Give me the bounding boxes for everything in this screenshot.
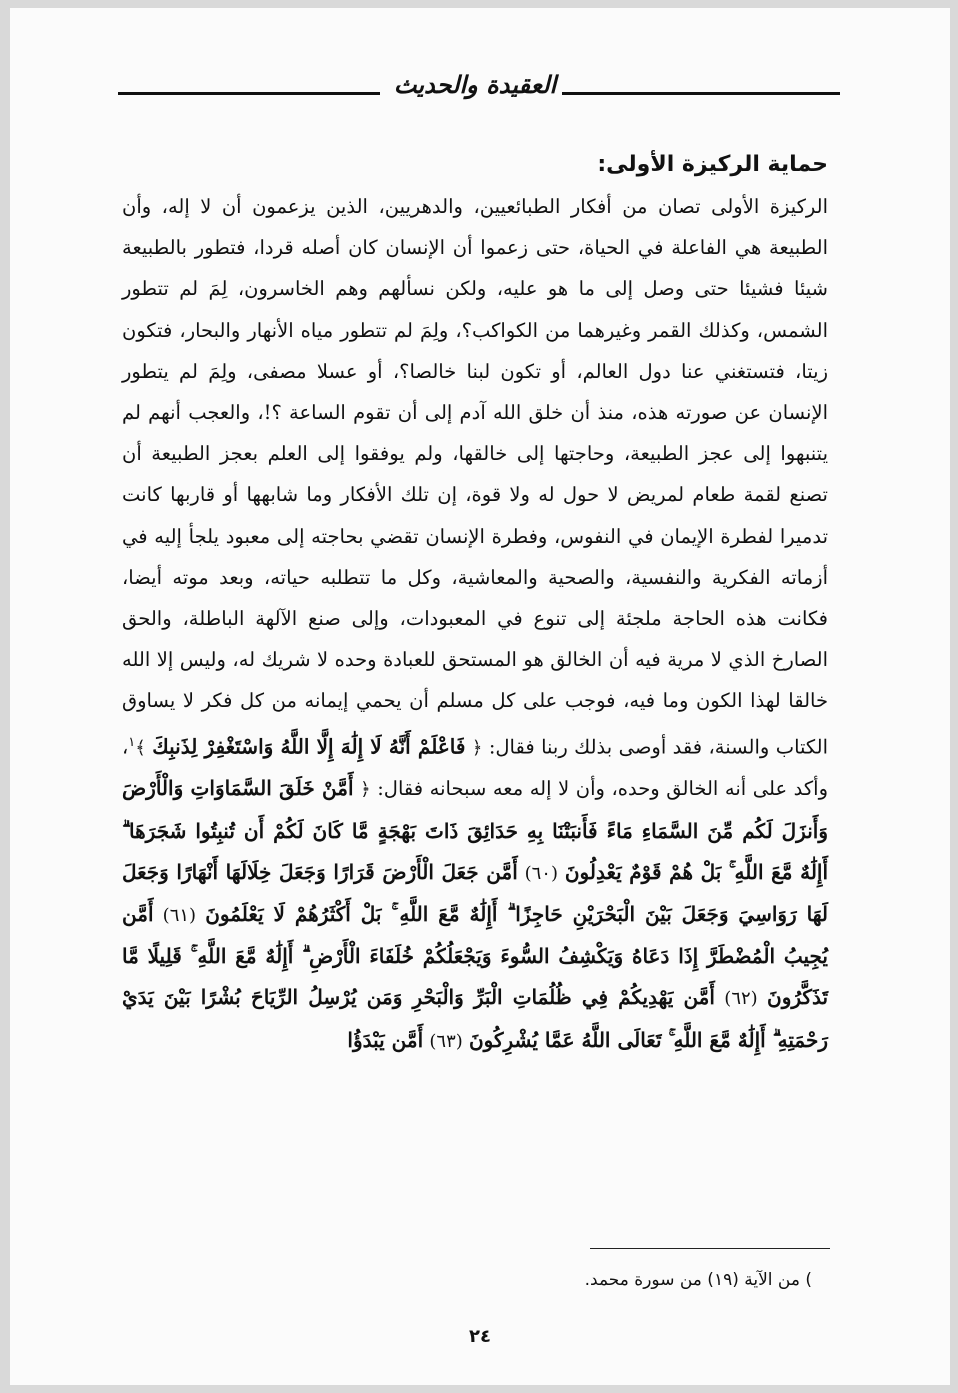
mid-text: ، وأكد على أنه الخالق وحده، وأن لا إله معه سبحانه فقال:	[122, 735, 829, 801]
footnote-text: ) من الآية (١٩) من سورة محمد.	[584, 1270, 812, 1290]
section-title: حماية الركيزة الأولى:	[597, 152, 828, 177]
header-rule-right	[562, 92, 840, 95]
header-rule-left	[118, 92, 380, 95]
main-content	[122, 146, 828, 1062]
verse-bracket-open-2: ﴿	[360, 779, 371, 801]
page-number: ٢٤	[469, 1326, 491, 1347]
footnote-reference[interactable]: ١	[128, 734, 136, 750]
ayah-number-62: (٦٢)	[724, 988, 758, 1010]
quran-verse-3: أَمَّن جَعَلَ الْأَرْضَ قَرَارًا وَجَعَلَ خِلَالَهَا أَنْهَارًا وَجَعَلَ لَهَا رَوَاسِيَ وَجَعَلَ بَيْنَ الْبَحْرَيْنِ حَاجِزًا ۗ أَإِلَٰهٌ مَّعَ اللَّهِ ۚ بَلْ أَكْثَرُهُمْ لَا يَعْلَمُونَ	[122, 859, 829, 926]
quran-verse-4: أَمَّن يُجِيبُ الْمُضْطَرَّ إِذَا دَعَاهُ وَيَكْشِفُ السُّوءَ وَيَجْعَلُكُمْ خُلَفَاءَ الْأَرْضِ ۗ أَإِلَٰهٌ مَّعَ اللَّهِ ۚ قَلِيلًا مَّا تَذَكَّرُونَ	[122, 901, 829, 1010]
quran-verse-6: أَمَّن يَبْدَؤُا	[347, 1027, 424, 1052]
intro-text: الركيزة الأولى تصان من أفكار الطبائعيين، والدهريين، الذين يزعمون أن لا إله، وأن الطبيعة هي الفاعلة في الحياة، حتى زعموا أن الإنسان كان أصله قردا، فتطور بالطبيعة شيئا فشيئا حتى وصل إلى ما هو عليه، ولكن نسألهم وهم الخاسرون، لِمَ لم تتطور الشمس، وكذلك القمر وغيرهما من الكواكب؟، ولِمَ لم تتطور مياه الأنهار والبحار، فتكون زيتا، فتستغني عنا دول العالم، أو تكون لبنا خالصا؟، أو عسلا مصفى، ولِمَ لم يتطور الإنسان عن صورته هذه، منذ أن خلق الله آدم إلى أن تقوم الساعة ؟!، والعجب أنهم لم يتنبهوا إلى عجز الطبيعة، وحاجتها إلى خالقها، ولم يوفقوا إلى العلم بعجز الطبيعة أن تصنع لقمة طعام لمريض لا حول له ولا قوة، إن تلك الأفكار وما شابهها أو قاربها كانت تدميرا لفطرة الإيمان في النفوس، وفطرة الإنسان تقضي بحاجته إلى معبود يلجأ إليه في أزماته الفكرية والنفسية، والصحية والمعاشية، وكل ما تتطلبه حياته، وبعد موته أيضا، فكانت هذه الحاجة ملجئة إلى تنوع في المعبودات، وإلى صنع الآلهة الباطلة، والحق الصارخ الذي لا مرية فيه أن الخالق هو المستحق للعبادة وحده لا شريك له، وليس إلا الله خالقا لهذا الكون وما فيه، فوجب على كل مسلم أن يحمي إيمانه من كل فكر لا يساوق الكتاب والسنة، فقد أوصى بذلك ربنا فقال:	[122, 195, 829, 759]
book-page	[10, 8, 950, 1385]
footnote-divider	[590, 1248, 830, 1249]
header-ornament-title: العقيدة والحديث	[393, 70, 557, 99]
ayah-number-63: (٦٣)	[429, 1030, 463, 1052]
body-paragraph	[122, 186, 828, 1062]
ayah-number-61: (٦١)	[162, 904, 197, 926]
ayah-number-60: (٦٠)	[524, 862, 559, 884]
quran-verse-1: فَاعْلَمْ أَنَّهُ لَا إِلَٰهَ إِلَّا اللَّهُ وَاسْتَغْفِرْ لِذَنبِكَ	[152, 734, 466, 759]
verse-bracket-close: ﴾	[135, 737, 146, 759]
page-header	[118, 68, 840, 108]
verse-bracket-open: ﴿	[471, 737, 483, 759]
quran-verse-2: أَمَّنْ خَلَقَ السَّمَاوَاتِ وَالْأَرْضَ وَأَنزَلَ لَكُم مِّنَ السَّمَاءِ مَاءً فَأَنبَتْنَا بِهِ حَدَائِقَ ذَاتَ بَهْجَةٍ مَّا كَانَ لَكُمْ أَن تُنبِتُوا شَجَرَهَا ۗ أَإِلَٰهٌ مَّعَ اللَّهِ ۚ بَلْ هُمْ قَوْمٌ يَعْدِلُونَ	[122, 776, 829, 884]
quran-verse-5: أَمَّن يَهْدِيكُمْ فِي ظُلُمَاتِ الْبَرِّ وَالْبَحْرِ وَمَن يُرْسِلُ الرِّيَاحَ بُشْرًا بَيْنَ يَدَيْ رَحْمَتِهِ ۗ أَإِلَٰهٌ مَّعَ اللَّهِ ۚ تَعَالَى اللَّهُ عَمَّا يُشْرِكُونَ	[122, 985, 828, 1052]
